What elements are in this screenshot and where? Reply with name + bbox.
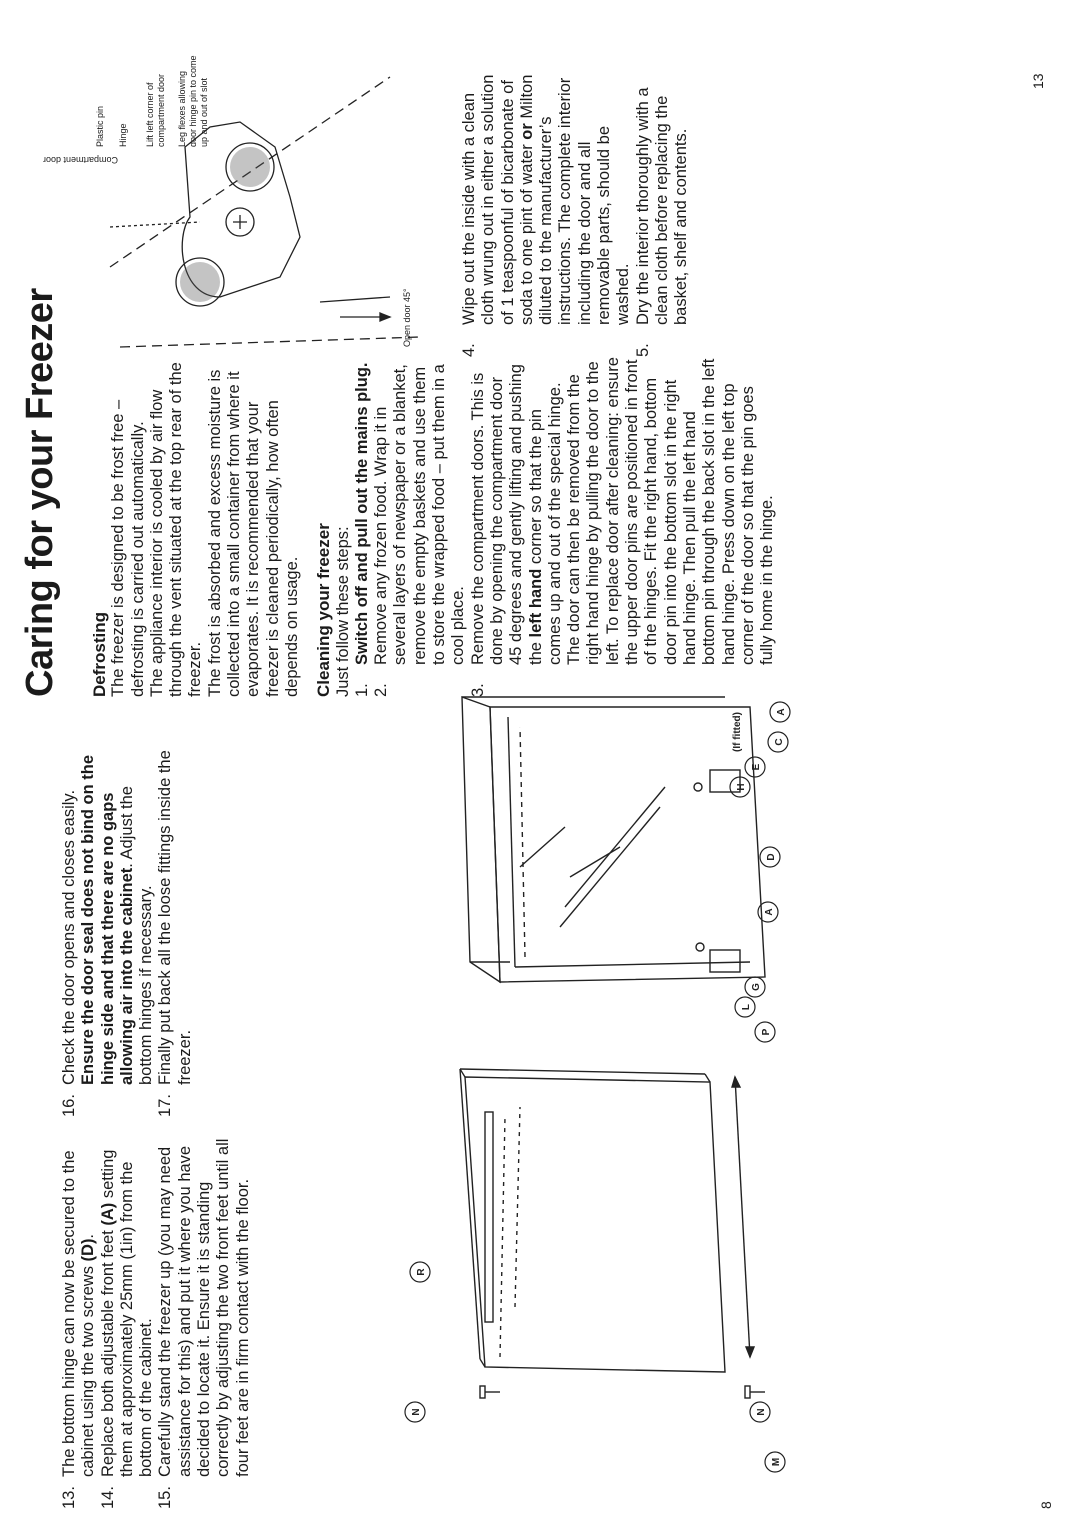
callout-E: E xyxy=(751,763,762,771)
cleaning-intro: Just follow these steps: xyxy=(333,526,352,697)
callout-N-top: N xyxy=(756,1408,767,1416)
door-cabinet-diagram xyxy=(380,707,800,1487)
callout-R: R xyxy=(416,1268,427,1276)
defrosting-p3: The frost is absorbed and excess moisture is collected into a small container from where it evaporates. It is recommended that your freezer is cleaned periodically, how often depends on usage. xyxy=(205,369,301,697)
defrosting-heading: Defrosting xyxy=(90,612,109,697)
page-title: Caring for your Freezer xyxy=(19,288,61,697)
leg-flexes-line1: Leg flexes allowing xyxy=(177,70,187,147)
caring-section xyxy=(18,197,62,697)
step-number: 3. xyxy=(468,683,487,697)
lift-left-line1: Lift left corner of xyxy=(145,82,155,147)
install-step-13 xyxy=(60,1129,99,1509)
step-number: 4. xyxy=(460,343,478,357)
door-panel xyxy=(465,1077,725,1372)
step-text: Finally put back all the loose fittings inside the freezer. xyxy=(156,750,194,1085)
step-text: Carefully stand the freezer up (you may need assistance for this) and put it where you have decided to locate it. Ensure it is standing correctly by adjusting the two front feet until all four feet are in firm contact with the floor. xyxy=(156,1138,252,1477)
hinge-annotations xyxy=(95,0,210,147)
install-step-17 xyxy=(156,737,195,1117)
callout-A-right: A xyxy=(776,708,787,716)
installation-steps-part1 xyxy=(60,1129,320,1509)
cleaning-step-5 xyxy=(634,67,692,357)
compartment-door-label: Compartment door xyxy=(42,155,118,165)
page-number-right: 13 xyxy=(1030,73,1046,89)
step-text: The bottom hinge can now be secured to the cabinet using the two screws (D). xyxy=(60,1150,98,1477)
defrosting-p1: The freezer is designed to be frost free – defrosting is carried out automatically. xyxy=(109,399,147,697)
installation-steps-part2 xyxy=(60,737,280,1117)
install-step-16 xyxy=(60,737,156,1117)
leg-flexes-line3: up and out of slot xyxy=(199,77,209,147)
defrosting-p2: The appliance interior is cooled by air flow through the vent situated at the top rear of the freezer. xyxy=(147,362,205,697)
step-text: Remove any frozen food. Wrap it in several layers of newspaper or a blanket, remove the empty baskets and use them to store the wrapped food – put them in a cool place. xyxy=(372,364,468,665)
step-number: 13. xyxy=(60,1486,78,1509)
if-fitted-label: (If fitted) xyxy=(732,712,743,752)
install-step-14 xyxy=(99,1129,157,1509)
cabinet-body xyxy=(490,707,765,982)
step-number: 1. xyxy=(352,683,371,697)
page-number-left: 8 xyxy=(1038,1501,1054,1509)
cleaning-heading: Cleaning your freezer xyxy=(314,523,334,697)
install-step-15 xyxy=(156,1129,252,1509)
step-text: Check the door opens and closes easily. Ensure the door seal does not bind on the hinge side and that there are no gaps allowing air into the cabinet. Adjust the bottom hinges if necessary. xyxy=(60,754,156,1085)
callout-P: P xyxy=(761,1028,772,1036)
step-number: 15. xyxy=(156,1486,175,1509)
callout-A-left: A xyxy=(764,908,775,916)
hinge-label: Hinge xyxy=(118,123,128,147)
step-text: Switch off and pull out the mains plug. xyxy=(352,362,371,665)
step-number: 14. xyxy=(98,1486,117,1509)
cleaning-step-4 xyxy=(460,67,634,357)
step-number: 5. xyxy=(633,343,652,357)
lift-left-line2: compartment door xyxy=(156,73,166,147)
cleaning-step-3 xyxy=(469,357,778,697)
callout-L: L xyxy=(741,1003,752,1011)
step-number: 17. xyxy=(156,1094,175,1117)
open-door-label: Open door 45° xyxy=(402,288,412,347)
callout-M: M xyxy=(771,1457,782,1467)
step-text: Remove the compartment doors. This is done by opening the compartment door 45 degrees and gently lifting and pushing the left hand corner so that the pin comes up and out of the special hinge. The door can then be removed from the right hand hinge by pulling the door to the left. To replace door after cleaning: ensure the upper door pins are positioned in front of the hinges. Fit the right hand, bottom door pin into the bottom slot in the right hand hinge. Then pull the left hand bottom pin through the back slot in the left hand hinge. Press down on the left top corner of the door so that the pin goes fully home in the hinge. xyxy=(468,357,777,665)
cleaning-text-columns xyxy=(90,357,1050,697)
callout-C: C xyxy=(774,738,785,746)
step-text: Dry the interior thoroughly with a clean cloth before replacing the basket, shelf and contents. xyxy=(633,87,691,325)
leg-flexes-line2: door hinge pin to come xyxy=(188,55,198,147)
step-number: 16. xyxy=(60,1094,78,1117)
callout-D: D xyxy=(766,853,777,861)
callout-N-bottom: N xyxy=(411,1408,422,1416)
cleaning-step-1 xyxy=(353,357,372,697)
cleaning-step-2 xyxy=(372,357,468,697)
callout-H: H xyxy=(736,783,747,791)
step-number: 2. xyxy=(372,683,391,697)
step-text: Wipe out the inside with a clean cloth wrung out in either a solution of 1 teaspoonful of bicarbonate of soda to one pint of water or Milton diluted to the manufacturer’s instructions. The complete interior including the door and all removable parts, should be washed. xyxy=(460,74,633,325)
callout-G: G xyxy=(751,983,762,991)
cleaning-steps-cont xyxy=(460,67,692,357)
step-text: Replace both adjustable front feet (A) setting them at approximately 25mm (1in) from the bottom of the cabinet. xyxy=(98,1149,156,1477)
plastic-pin-label: Plastic pin xyxy=(95,105,105,147)
